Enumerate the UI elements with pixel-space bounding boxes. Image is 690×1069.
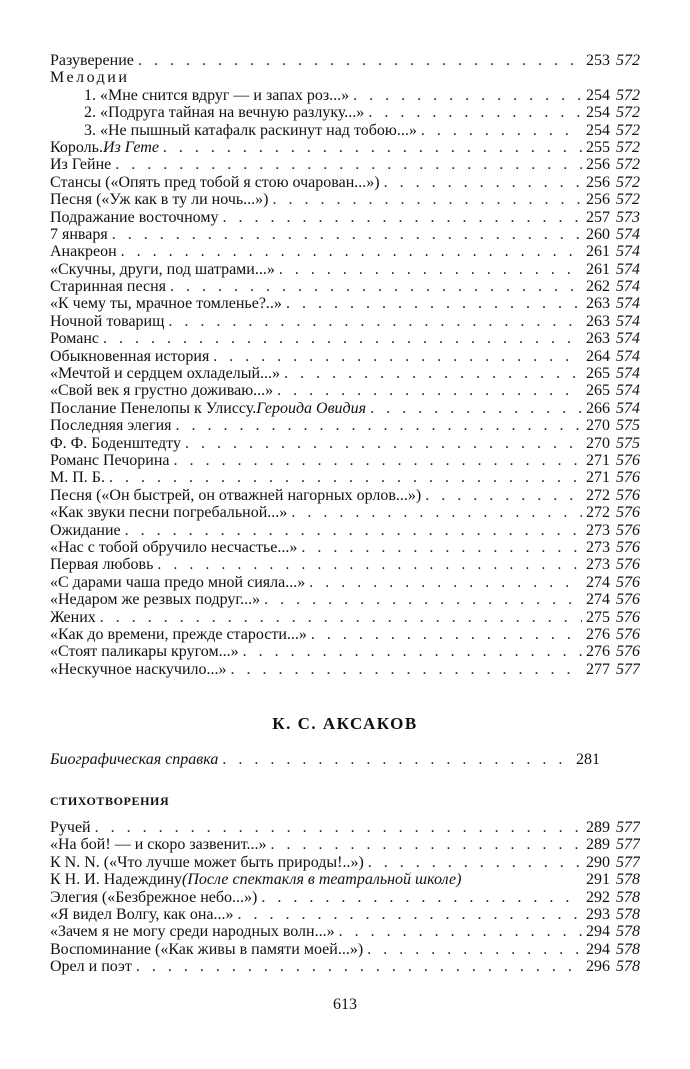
entry-title: Анакреон: [50, 243, 117, 261]
toc-entry[interactable]: [50, 122, 640, 139]
page-ref: 276: [586, 625, 610, 643]
dot-leader: [370, 400, 582, 417]
dot-leader: [213, 348, 582, 365]
toc-entry[interactable]: [50, 139, 640, 156]
entry-title: «Нас с тобой обручило несчастье...»: [50, 538, 298, 556]
author-heading: К. С. АКСАКОВ: [272, 714, 418, 733]
notes-page-ref: 576: [616, 643, 640, 661]
page-ref: 253: [586, 52, 610, 69]
toc-entry[interactable]: [50, 365, 640, 382]
notes-page-ref: 576: [616, 556, 640, 574]
toc-entry[interactable]: [50, 348, 640, 365]
entry-title: Из Гейне: [50, 156, 112, 174]
page-ref: 263: [586, 295, 610, 313]
notes-page-ref: 576: [616, 591, 640, 609]
dot-leader: [103, 330, 582, 347]
notes-page-ref: 576: [616, 451, 640, 469]
entry-title-italic: Героида Овидия: [256, 399, 367, 417]
notes-page-ref: 574: [616, 330, 640, 348]
notes-page-ref: 576: [616, 608, 640, 626]
toc-entry[interactable]: [50, 750, 600, 770]
entry-title: «К чему ты, мрачное томленье?..»: [50, 295, 282, 313]
notes-page-ref: 576: [616, 504, 640, 522]
entry-title: «Недаром же резвых подруг...»: [50, 591, 261, 609]
page-ref: 294: [586, 923, 610, 941]
entry-title: «Зачем я не могу среди народных волн...»: [50, 923, 335, 941]
toc-entry[interactable]: [50, 261, 640, 278]
dot-leader: [421, 122, 582, 139]
entry-title: Старинная песня: [50, 278, 166, 296]
dot-leader: [125, 522, 582, 539]
toc-entry[interactable]: [50, 609, 640, 626]
page-ref: 273: [586, 556, 610, 574]
entry-title: Стансы («Опять пред тобой я стою очарован...»): [50, 173, 380, 191]
entry-title: Послание Пенелопы к Улиссу.: [50, 399, 257, 417]
page-ref: 281: [576, 751, 600, 768]
page-ref: 271: [586, 451, 610, 469]
notes-page-ref: 574: [616, 225, 640, 243]
toc-entry[interactable]: [50, 452, 640, 469]
entry-title: Песня («Он быстрей, он отважней нагорных орлов...»): [50, 486, 422, 504]
notes-page-ref: 577: [616, 836, 640, 854]
page-ref: 254: [586, 104, 610, 122]
dot-leader: [176, 417, 583, 434]
toc-entry: [50, 69, 640, 86]
page-ref: 270: [586, 417, 610, 435]
dot-leader: [109, 469, 582, 486]
page-ref: 262: [586, 278, 610, 296]
toc-entry[interactable]: [50, 626, 640, 643]
contents-list-lermontov-continued: [50, 52, 640, 678]
entry-title: 1. «Мне снится вдруг — и запах роз...»: [84, 86, 350, 104]
toc-entry[interactable]: [50, 330, 640, 347]
toc-entry[interactable]: [50, 556, 640, 573]
dot-leader: [238, 906, 583, 923]
dot-leader: [121, 243, 582, 260]
notes-page-ref: 573: [616, 208, 640, 226]
dot-leader: [100, 609, 582, 626]
entry-title: Романс: [50, 330, 99, 348]
entry-title: Песня («Уж как в ту ли ночь...»): [50, 191, 269, 209]
notes-page-ref: 574: [616, 399, 640, 417]
toc-entry[interactable]: [50, 574, 640, 591]
notes-page-ref: 576: [616, 573, 640, 591]
entry-title: Воспоминание («Как живы в памяти моей...»): [50, 940, 364, 958]
dot-leader: [95, 819, 582, 836]
entry-title: «Скучны, други, под шатрами...»: [50, 260, 275, 278]
toc-entry[interactable]: [50, 156, 640, 173]
notes-page-ref: 574: [616, 278, 640, 296]
dot-leader: [168, 313, 582, 330]
notes-page-ref: 578: [616, 888, 640, 906]
dot-leader: [384, 174, 582, 191]
dot-leader: [243, 643, 582, 660]
entry-title: Жених: [50, 608, 96, 626]
entry-title: Ночной товарищ: [50, 312, 165, 330]
entry-title-italic: (После спектакля в театральной школе): [182, 871, 462, 889]
page-ref: 294: [586, 940, 610, 958]
entry-title: К Н. И. Надеждину: [50, 871, 182, 889]
toc-entry[interactable]: [50, 104, 640, 121]
entry-title: Романс Печорина: [50, 451, 170, 469]
dot-leader: [222, 750, 572, 770]
page-ref: 255: [586, 138, 610, 156]
toc-entry[interactable]: [50, 382, 640, 399]
dot-leader: [222, 209, 582, 226]
entry-title: «Свой век я грустно доживаю...»: [50, 382, 274, 400]
dot-leader: [291, 504, 582, 521]
notes-page-ref: 575: [616, 417, 640, 435]
notes-page-ref: 574: [616, 382, 640, 400]
toc-entry[interactable]: [50, 435, 640, 452]
notes-page-ref: 578: [616, 940, 640, 958]
toc-entry[interactable]: [50, 504, 640, 521]
toc-entry[interactable]: [50, 661, 640, 678]
toc-entry[interactable]: [50, 923, 640, 940]
page-ref: 257: [586, 208, 610, 226]
page-ref: 254: [586, 121, 610, 139]
entry-title: Обыкновенная история: [50, 347, 210, 365]
dot-leader: [163, 139, 582, 156]
notes-page-ref: 576: [616, 486, 640, 504]
toc-entry[interactable]: [50, 174, 640, 191]
entry-title: Первая любовь: [50, 556, 154, 574]
dot-leader: [367, 941, 582, 958]
dot-leader: [261, 889, 582, 906]
toc-entry[interactable]: [50, 889, 640, 906]
entry-title: Ожидание: [50, 521, 121, 539]
dot-leader: [264, 591, 582, 608]
dot-leader: [138, 52, 582, 69]
notes-page-ref: 574: [616, 347, 640, 365]
toc-entry[interactable]: [50, 313, 640, 330]
dot-leader: [368, 854, 582, 871]
entry-title: 7 января: [50, 225, 108, 243]
toc-entry[interactable]: [50, 522, 640, 539]
dot-leader: [115, 156, 582, 173]
page-ref: 256: [586, 173, 610, 191]
notes-page-ref: 572: [616, 104, 640, 122]
notes-page-ref: 575: [616, 434, 640, 452]
notes-page-ref: 572: [616, 173, 640, 191]
toc-entry[interactable]: [50, 226, 640, 243]
notes-page-ref: 572: [616, 156, 640, 174]
notes-page-ref: 578: [616, 958, 640, 976]
page-ref: 265: [586, 382, 610, 400]
entry-title: Биографическая справка: [50, 751, 219, 768]
page-ref: 275: [586, 608, 610, 626]
entry-title: Орел и поэт: [50, 958, 132, 976]
entry-title: К N. N. («Что лучше может быть природы!..»): [50, 853, 364, 871]
toc-entry[interactable]: [50, 209, 640, 226]
notes-page-ref: 574: [616, 312, 640, 330]
page-ref: 270: [586, 434, 610, 452]
notes-page-ref: 578: [616, 905, 640, 923]
page-ref: 263: [586, 330, 610, 348]
dot-leader: [311, 626, 582, 643]
dot-leader: [284, 365, 582, 382]
entry-title: «Я видел Волгу, как она...»: [50, 905, 234, 923]
entry-title: Ручей: [50, 819, 91, 836]
page-ref: 265: [586, 365, 610, 383]
toc-entry[interactable]: [50, 191, 640, 208]
notes-page-ref: 572: [616, 121, 640, 139]
entry-title: «Мечтой и сердцем охладелый...»: [50, 365, 281, 383]
entry-title: Ф. Ф. Боденштедту: [50, 434, 181, 452]
dot-leader: [286, 295, 582, 312]
notes-page-ref: 576: [616, 521, 640, 539]
page-ref: 276: [586, 643, 610, 661]
toc-entry[interactable]: [50, 643, 640, 660]
biography-entry: [50, 750, 600, 770]
toc-entry[interactable]: [50, 854, 640, 871]
toc-entry[interactable]: [50, 836, 640, 853]
entry-title: «Как до времени, прежде старости...»: [50, 625, 307, 643]
toc-entry[interactable]: [50, 417, 640, 434]
notes-page-ref: 577: [616, 660, 640, 678]
notes-page-ref: 574: [616, 260, 640, 278]
page-ref: 272: [586, 504, 610, 522]
page-ref: 256: [586, 191, 610, 209]
toc-entry[interactable]: [50, 871, 640, 888]
entry-title: Последняя элегия: [50, 417, 172, 435]
dot-leader: [353, 87, 582, 104]
page-ref: 254: [586, 86, 610, 104]
notes-page-ref: 572: [616, 138, 640, 156]
notes-page-ref: 578: [616, 871, 640, 889]
page-ref: 266: [586, 399, 610, 417]
entry-title: «На бой! — и скоро зазвенит...»: [50, 836, 267, 854]
entry-title-italic: Из Гете: [102, 138, 159, 156]
toc-entry[interactable]: [50, 87, 640, 104]
page-ref: 292: [586, 888, 610, 906]
toc-entry[interactable]: [50, 539, 640, 556]
toc-entry[interactable]: [50, 243, 640, 260]
contents-list-aksakov-poems: [50, 819, 640, 976]
toc-entry[interactable]: [50, 295, 640, 312]
dot-leader: [425, 487, 582, 504]
entry-title: 2. «Подруга тайная на вечную разлуку...»: [84, 104, 365, 122]
page-ref: 289: [586, 836, 610, 854]
page-ref: 296: [586, 958, 610, 976]
notes-page-ref: 576: [616, 625, 640, 643]
entry-title: «Стоят паликары кругом...»: [50, 643, 239, 661]
page-ref: 261: [586, 243, 610, 261]
notes-page-ref: 577: [616, 853, 640, 871]
page-ref: 293: [586, 905, 610, 923]
toc-entry[interactable]: [50, 906, 640, 923]
dot-leader: [231, 661, 582, 678]
dot-leader: [301, 539, 582, 556]
dot-leader: [136, 958, 582, 975]
entry-title: Элегия («Безбрежное небо...»): [50, 888, 258, 906]
dot-leader: [112, 226, 582, 243]
dot-leader: [273, 191, 583, 208]
page-ref: 260: [586, 225, 610, 243]
dot-leader: [277, 382, 582, 399]
dot-leader: [174, 452, 582, 469]
entry-title: Король.: [50, 138, 103, 156]
dot-leader: [185, 435, 582, 452]
toc-entry[interactable]: [50, 469, 640, 486]
toc-entry[interactable]: [50, 958, 640, 975]
page-ref: 274: [586, 591, 610, 609]
page-ref: 264: [586, 347, 610, 365]
dot-leader: [157, 556, 582, 573]
dot-leader: [279, 261, 582, 278]
entry-title: Подражание восточному: [50, 208, 219, 226]
notes-page-ref: 574: [616, 295, 640, 313]
page-ref: 256: [586, 156, 610, 174]
toc-entry[interactable]: [50, 278, 640, 295]
notes-page-ref: 572: [616, 86, 640, 104]
notes-page-ref: 576: [616, 538, 640, 556]
toc-entry[interactable]: [50, 941, 640, 958]
notes-page-ref: 574: [616, 243, 640, 261]
page-ref: 290: [586, 853, 610, 871]
page-ref: 277: [586, 660, 610, 678]
notes-page-ref: 572: [616, 191, 640, 209]
dot-leader: [271, 836, 582, 853]
toc-entry[interactable]: [50, 52, 640, 69]
entry-title: «Нескучное наскучило...»: [50, 660, 227, 678]
entry-title: М. П. Б.: [50, 469, 105, 487]
page-ref: 273: [586, 521, 610, 539]
toc-entry[interactable]: [50, 819, 640, 836]
page-ref: 291: [586, 871, 610, 889]
page-ref: 273: [586, 538, 610, 556]
page-number: 613: [333, 996, 357, 1013]
page-ref: 272: [586, 486, 610, 504]
dot-leader: [170, 278, 582, 295]
notes-page-ref: 574: [616, 365, 640, 383]
page-ref: 263: [586, 312, 610, 330]
page-ref: 289: [586, 819, 610, 836]
entry-title: «С дарами чаша предо мной сияла...»: [50, 573, 306, 591]
toc-entry[interactable]: [50, 400, 640, 417]
notes-page-ref: 577: [616, 819, 640, 836]
entry-title: Мелодии: [50, 69, 130, 87]
page-ref: 271: [586, 469, 610, 487]
dot-leader: [309, 574, 582, 591]
entry-title: Разуверение: [50, 52, 134, 69]
notes-page-ref: 578: [616, 923, 640, 941]
page-ref: 261: [586, 260, 610, 278]
entry-title: «Как звуки песни погребальной...»: [50, 504, 288, 522]
page-ref: 274: [586, 573, 610, 591]
toc-entry[interactable]: [50, 591, 640, 608]
dot-leader: [368, 104, 582, 121]
notes-page-ref: 572: [616, 52, 640, 69]
section-heading: СТИХОТВОРЕНИЯ: [50, 794, 170, 808]
entry-title: 3. «Не пышный катафалк раскинут над тобою...»: [84, 121, 417, 139]
dot-leader: [339, 923, 582, 940]
notes-page-ref: 576: [616, 469, 640, 487]
toc-entry[interactable]: [50, 487, 640, 504]
